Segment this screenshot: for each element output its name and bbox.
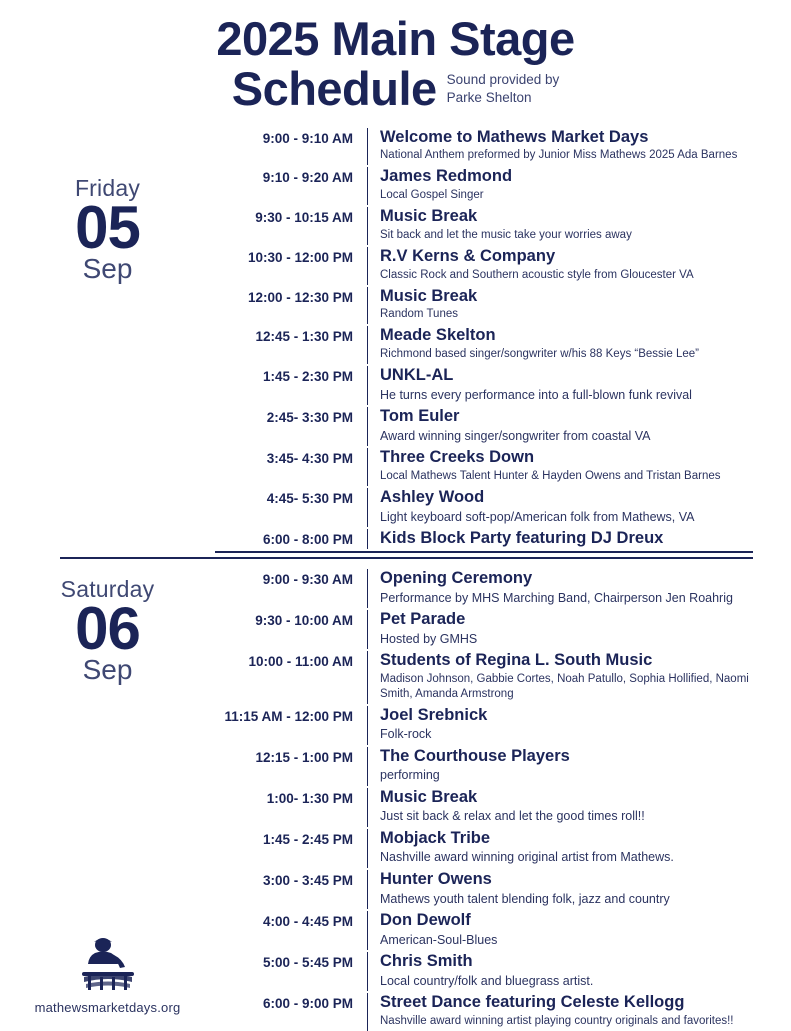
event-info [367, 529, 753, 549]
schedule-row [215, 529, 753, 549]
event-title: Pet Parade [380, 609, 466, 628]
event-title: Welcome to Mathews Market Days [380, 127, 649, 146]
event-time: 4:45- 5:30 PM [266, 490, 353, 506]
schedule-row [215, 706, 753, 745]
schedule-row [215, 569, 753, 608]
event-title: Street Dance featuring Celeste Kellogg [380, 992, 685, 1011]
event-description: performing [380, 768, 440, 783]
event-info [367, 207, 753, 245]
schedule-row [215, 167, 753, 205]
schedule-row [215, 207, 753, 245]
event-time: 10:30 - 12:00 PM [247, 249, 353, 265]
event-time: 2:45- 3:30 PM [266, 410, 353, 426]
event-info [367, 407, 753, 446]
day-block-friday [0, 128, 791, 553]
day-name: Friday [74, 174, 141, 201]
event-description: Local Gospel Singer [380, 189, 484, 202]
schedule-row [215, 651, 753, 704]
event-description: Mathews youth talent blending folk, jazz and country [380, 891, 670, 906]
event-description: Just sit back & relax and let the good times roll!! [380, 809, 645, 824]
event-info [367, 128, 753, 166]
schedule-row [215, 128, 753, 166]
schedule-row [215, 488, 753, 527]
waterman-statue-logo-icon [78, 936, 138, 994]
event-description: Local country/folk and bluegrass artist. [380, 973, 594, 988]
schedule-row [215, 326, 753, 364]
event-info [367, 788, 753, 827]
event-info [367, 167, 753, 205]
event-description: Madison Johnson, Gabbie Cortes, Noah Patullo, Sophia Hollified, Naomi Smith, Amanda Armstrong [380, 672, 749, 700]
event-time: 12:00 - 12:30 PM [247, 289, 353, 305]
event-title: Chris Smith [380, 951, 473, 970]
event-description: Classic Rock and Southern acoustic style from Gloucester VA [380, 268, 694, 281]
schedule-row [215, 870, 753, 909]
event-title: Three Creeks Down [380, 448, 535, 467]
event-time: 10:00 - 11:00 AM [248, 653, 353, 669]
event-description: Sit back and let the music take your worries away [380, 228, 632, 241]
event-time: 9:00 - 9:10 AM [262, 130, 353, 146]
event-description: Nashville award winning artist playing country originals and favorites!! [380, 1014, 734, 1027]
event-title: Tom Euler [380, 407, 460, 426]
schedule-rows-friday [215, 128, 791, 549]
schedule-rows-saturday [215, 569, 791, 1031]
schedule-row [215, 747, 753, 786]
day-label-saturday [0, 577, 215, 686]
event-info [367, 706, 753, 745]
event-title: Joel Srebnick [380, 705, 488, 724]
day-month: Sep [82, 252, 133, 284]
event-time: 6:00 - 8:00 PM [262, 531, 353, 547]
event-title: James Redmond [380, 167, 513, 186]
section-divider [215, 551, 753, 553]
schedule-row [215, 788, 753, 827]
event-time: 3:45- 4:30 PM [266, 451, 353, 467]
schedule-row [215, 911, 753, 950]
schedule-row [215, 993, 753, 1031]
event-info [367, 569, 753, 608]
event-description: Light keyboard soft-pop/American folk from Mathews, VA [380, 509, 695, 524]
event-info [367, 870, 753, 909]
schedule-row [215, 287, 753, 325]
schedule-row [215, 366, 753, 405]
event-time: 9:30 - 10:15 AM [255, 210, 353, 226]
sound-credit-line1: Sound provided by [446, 72, 560, 88]
event-title: Music Break [380, 787, 478, 806]
sound-credit [437, 71, 560, 113]
event-info [367, 488, 753, 527]
event-time: 12:15 - 1:00 PM [255, 749, 353, 765]
event-description: Local Mathews Talent Hunter & Hayden Owens and Tristan Barnes [380, 469, 721, 482]
day-separator [60, 557, 753, 559]
event-description: Richmond based singer/songwriter w/his 88 Keys “Bessie Lee” [380, 348, 699, 361]
event-title: Ashley Wood [380, 487, 485, 506]
schedule-row [215, 829, 753, 868]
event-description: Folk-rock [380, 727, 432, 742]
event-title: Meade Skelton [380, 326, 496, 345]
event-title: Music Break [380, 286, 478, 305]
schedule-row [215, 448, 753, 486]
event-time: 6:00 - 9:00 PM [262, 995, 353, 1011]
event-title: Students of Regina L. South Music [380, 650, 653, 669]
event-title: R.V Kerns & Company [380, 246, 556, 265]
event-info [367, 651, 753, 704]
event-description: National Anthem preformed by Junior Miss Mathews 2025 Ada Barnes [380, 149, 738, 162]
page-title-line1: 2025 Main Stage [216, 12, 575, 65]
event-time: 9:30 - 10:00 AM [255, 612, 353, 628]
event-time: 1:45 - 2:45 PM [262, 831, 353, 847]
poster-header [0, 0, 791, 114]
schedule-row [215, 247, 753, 285]
schedule-row [215, 407, 753, 446]
event-info [367, 993, 753, 1031]
event-title: Music Break [380, 207, 478, 226]
day-number: 05 [75, 193, 140, 261]
event-title: Kids Block Party featuring DJ Dreux [380, 528, 664, 547]
poster-footer [0, 936, 215, 1015]
event-title: UNKL-AL [380, 366, 454, 385]
event-time: 3:00 - 3:45 PM [262, 872, 353, 888]
event-info [367, 829, 753, 868]
event-description: Performance by MHS Marching Band, Chairperson Jen Roahrig [380, 590, 733, 605]
event-description: Random Tunes [380, 308, 458, 321]
event-info [367, 366, 753, 405]
event-time: 11:15 AM - 12:00 PM [224, 708, 353, 724]
event-description: American-Soul-Blues [380, 932, 498, 947]
website-url[interactable]: mathewsmarketdays.org [34, 1000, 181, 1015]
schedule-row [215, 952, 753, 991]
event-time: 1:00- 1:30 PM [266, 790, 353, 806]
sound-credit-line2: Parke Shelton [446, 90, 532, 106]
event-time: 5:00 - 5:45 PM [262, 954, 353, 970]
event-time: 9:10 - 9:20 AM [262, 170, 353, 186]
schedule-row [215, 610, 753, 649]
event-title: Don Dewolf [380, 910, 471, 929]
event-info [367, 952, 753, 991]
event-description: Nashville award winning original artist from Mathews. [380, 850, 674, 865]
event-description: He turns every performance into a full-blown funk revival [380, 387, 692, 402]
event-time: 4:00 - 4:45 PM [262, 913, 353, 929]
day-label-friday [0, 176, 215, 285]
event-time: 9:00 - 9:30 AM [262, 571, 353, 587]
event-title: Opening Ceremony [380, 568, 533, 587]
event-info [367, 287, 753, 325]
event-title: Hunter Owens [380, 869, 492, 888]
event-info [367, 326, 753, 364]
day-number: 06 [75, 595, 140, 663]
event-title: The Courthouse Players [380, 746, 570, 765]
day-name: Saturday [60, 575, 155, 602]
event-description: Hosted by GMHS [380, 631, 478, 646]
event-time: 1:45 - 2:30 PM [262, 369, 353, 385]
event-info [367, 247, 753, 285]
day-month: Sep [82, 653, 133, 685]
event-info [367, 610, 753, 649]
event-description: Award winning singer/songwriter from coastal VA [380, 428, 651, 443]
event-title: Mobjack Tribe [380, 828, 491, 847]
event-time: 12:45 - 1:30 PM [255, 329, 353, 345]
event-info [367, 448, 753, 486]
title-line2-group [231, 61, 560, 115]
event-info [367, 747, 753, 786]
event-info [367, 911, 753, 950]
page-title-line2: Schedule [231, 61, 437, 115]
